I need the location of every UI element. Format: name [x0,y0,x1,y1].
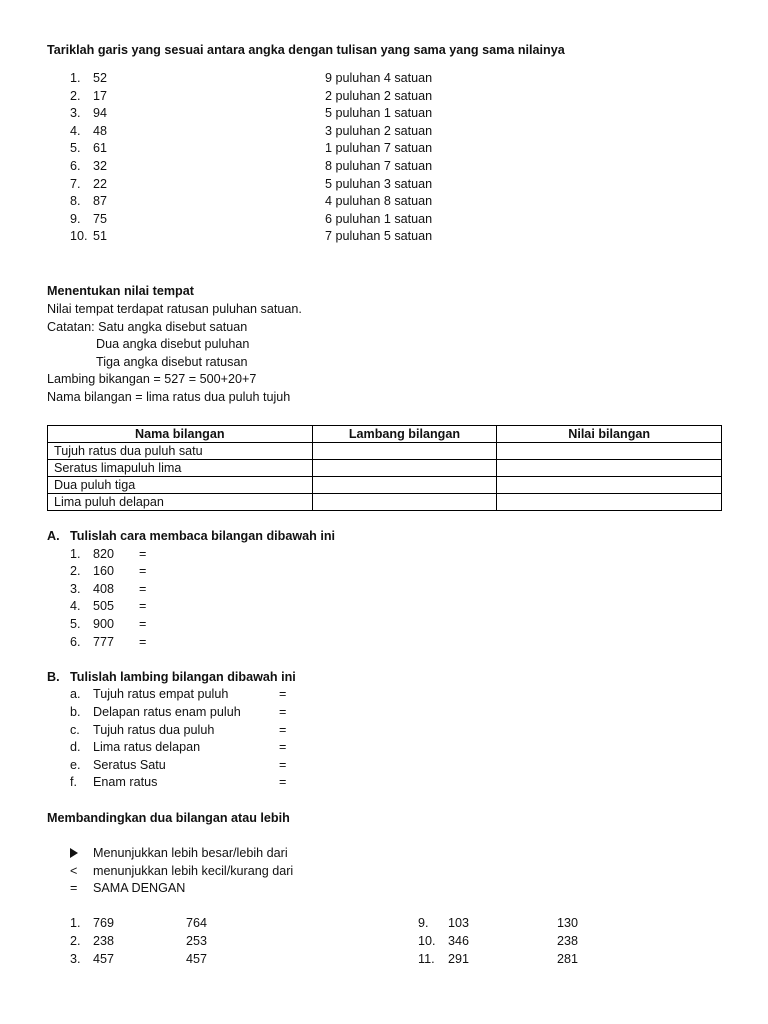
compare-a: 457 [93,951,115,966]
text-line: Dua angka disebut puluhan [96,337,250,352]
table-cell[interactable] [312,460,497,477]
section1-title: Tariklah garis yang sesuai antara angka dengan tulisan yang sama yang sama nilainya [47,43,565,57]
table-row [48,443,722,460]
item-letter: f. [70,775,77,790]
item-number: 5. [70,141,81,156]
compare-b: 457 [186,951,208,966]
arrow-bullet-icon [70,845,78,863]
item-value: Delapan ratus enam puluh [93,705,241,719]
compare-a: 346 [448,934,470,948]
item-text: 6 puluhan 1 satuan [325,211,433,226]
item-number: 9. [418,916,429,931]
legend-symbol: = [70,881,78,896]
table-cell[interactable] [497,460,722,477]
item-value: 22 [93,176,108,191]
item-letter: b. [70,705,81,719]
item-value: Enam ratus [93,775,158,790]
item-number: 3. [70,106,81,121]
compare-a: 103 [448,916,470,931]
item-number: 1. [70,916,81,931]
header-lambang-bilangan: Lambang bilangan [312,426,497,443]
place-value-table [47,425,722,511]
item-letter: a. [70,687,81,702]
item-text: 5 puluhan 1 satuan [325,106,433,121]
item-number: 11. [418,951,435,966]
item-text: 5 puluhan 3 satuan [325,176,433,191]
section-b-marker: B. [47,669,60,684]
item-value: Tujuh ratus dua puluh [93,722,215,737]
table-cell[interactable] [497,443,722,460]
item-text: 2 puluhan 2 satuan [325,88,433,103]
item-value: 75 [93,211,108,226]
text-line: Lambing bikangan = 527 = 500+20+7 [47,372,257,387]
section2-title: Menentukan nilai tempat [47,284,194,298]
text-line: Tiga angka disebut ratusan [96,354,248,369]
item-text: 4 puluhan 8 satuan [325,194,433,209]
compare-a: 238 [93,934,115,948]
item-equals: = [279,775,287,790]
item-equals: = [279,740,287,755]
item-number: 6. [70,634,81,649]
item-number: 2. [70,934,81,948]
item-equals: = [139,564,147,579]
item-value: Lima ratus delapan [93,740,201,755]
section-b-title: Tulislah lambing bilangan dibawah ini [70,669,296,684]
item-number: 2. [70,564,81,579]
item-equals: = [139,599,147,614]
table-header-row [48,426,722,443]
item-value: 52 [93,71,108,85]
item-value: 61 [93,141,108,156]
table-cell[interactable] [312,494,497,511]
item-number: 1. [70,546,81,561]
table-cell: Lima puluh delapan [48,494,313,511]
text-line: Nilai tempat terdapat ratusan puluhan satuan. [47,302,302,316]
section-c-title: Membandingkan dua bilangan atau lebih [47,810,290,825]
item-value: 48 [93,123,108,138]
table-cell[interactable] [312,443,497,460]
item-number: 3. [70,581,81,596]
item-value: 51 [93,229,108,244]
text-line: Nama bilangan = lima ratus dua puluh tujuh [47,390,291,404]
table-cell[interactable] [497,494,722,511]
table-row [48,460,722,477]
item-value: Tujuh ratus empat puluh [93,687,229,702]
item-number: 9. [70,211,81,226]
table-row [48,494,722,511]
compare-b: 130 [557,916,579,931]
item-letter: c. [70,722,80,737]
compare-a: 769 [93,916,115,931]
item-value: 777 [93,634,115,649]
item-letter: d. [70,740,81,755]
item-text: 9 puluhan 4 satuan [325,71,433,85]
item-number: 10. [418,934,436,948]
item-value: 17 [93,88,108,103]
item-value: Seratus Satu [93,757,166,772]
table-row [48,477,722,494]
item-value: 160 [93,564,115,579]
item-equals: = [139,634,147,649]
item-number: 7. [70,176,81,191]
item-number: 5. [70,617,81,631]
text-line: Catatan: Satu angka disebut satuan [47,319,248,334]
item-text: 8 puluhan 7 satuan [325,159,433,173]
legend-text: menunjukkan lebih kecil/kurang dari [93,863,294,878]
item-letter: e. [70,757,81,772]
table-cell: Dua puluh tiga [48,477,313,494]
compare-b: 238 [557,934,579,948]
item-number: 4. [70,123,81,138]
item-value: 94 [93,106,108,121]
header-nama-bilangan: Nama bilangan [48,426,313,443]
item-number: 3. [70,951,81,966]
table-cell[interactable] [497,477,722,494]
table-cell[interactable] [312,477,497,494]
item-equals: = [139,546,147,561]
item-equals: = [279,705,287,719]
table-cell: Seratus limapuluh lima [48,460,313,477]
item-equals: = [279,757,287,772]
item-value: 900 [93,617,115,631]
item-value: 408 [93,581,115,596]
item-number: 10. [70,229,88,244]
item-text: 1 puluhan 7 satuan [325,141,433,156]
compare-b: 764 [186,916,208,931]
table-cell: Tujuh ratus dua puluh satu [48,443,313,460]
item-equals: = [139,617,147,631]
section-a-marker: A. [47,529,60,543]
header-nilai-bilangan: Nilai bilangan [497,426,722,443]
item-equals: = [139,581,147,596]
item-text: 3 puluhan 2 satuan [325,123,433,138]
compare-a: 291 [448,951,470,966]
compare-b: 281 [557,951,579,966]
item-number: 4. [70,599,81,614]
item-number: 2. [70,88,81,103]
item-number: 6. [70,159,81,173]
legend-text: Menunjukkan lebih besar/lebih dari [93,846,288,860]
legend-text: SAMA DENGAN [93,881,186,896]
item-text: 7 puluhan 5 satuan [325,229,433,244]
item-equals: = [279,722,287,737]
item-value: 505 [93,599,115,614]
section-a-title: Tulislah cara membaca bilangan dibawah ini [70,529,336,543]
item-equals: = [279,687,287,702]
item-value: 820 [93,546,115,561]
item-value: 87 [93,194,108,209]
legend-symbol: < [70,863,78,878]
item-number: 8. [70,194,81,209]
item-number: 1. [70,71,81,85]
item-value: 32 [93,159,108,173]
compare-b: 253 [186,934,208,948]
